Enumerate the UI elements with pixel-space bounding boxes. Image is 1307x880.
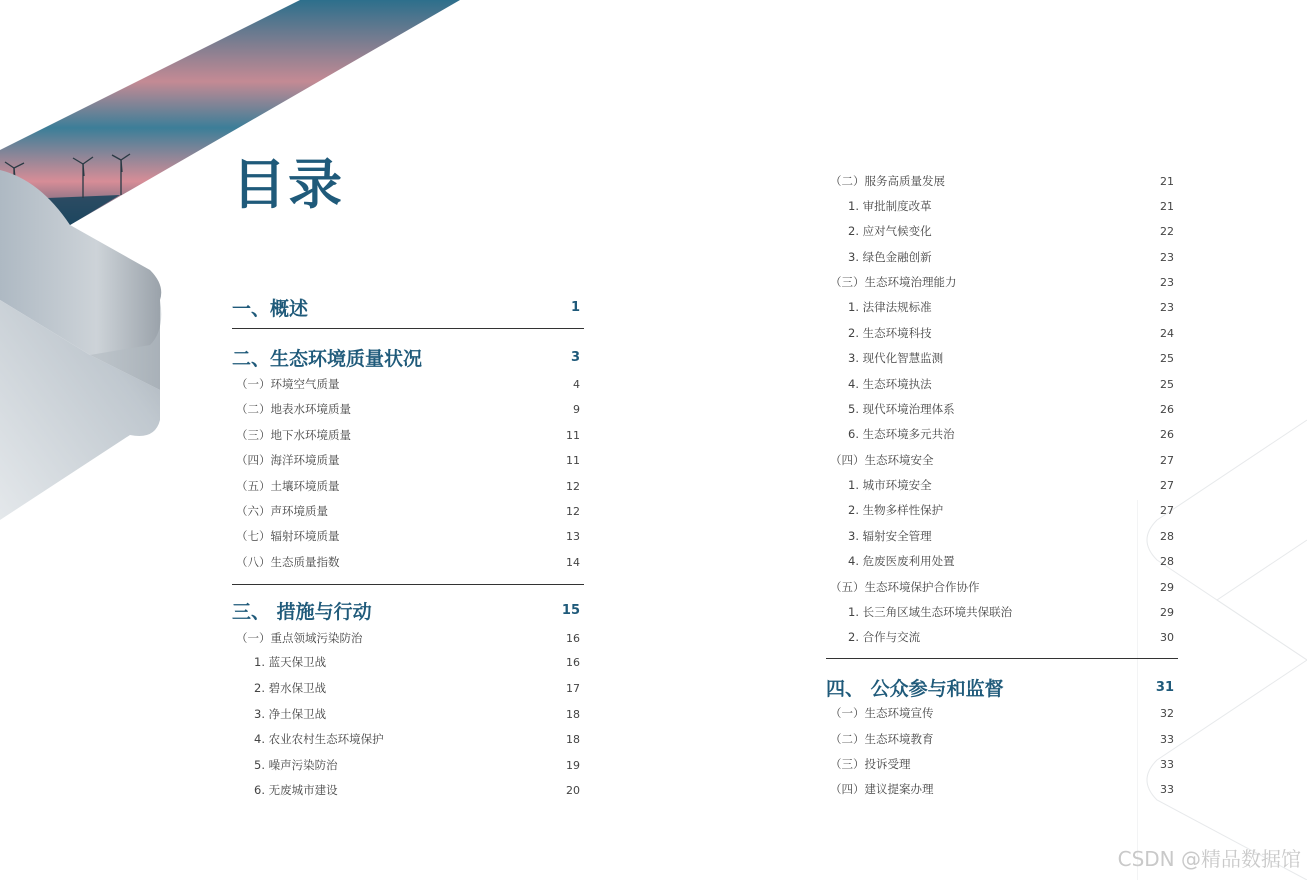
toc-entry-page-number: 25 [1160,351,1174,365]
toc-entry[interactable] [232,652,584,672]
toc-entry-title: 1. 长三角区域生态环境共保联治 [848,605,1013,619]
toc-entry-title: （四）海洋环境质量 [236,453,340,467]
toc-entry-title: 3. 绿色金融创新 [848,250,932,264]
toc-entry-title: （六）声环境质量 [236,504,328,518]
toc-entry-title: （三）地下水环境质量 [236,428,351,442]
toc-entry-title: 2. 合作与交流 [848,630,921,644]
toc-entry-page-number: 9 [573,402,580,416]
toc-entry-title: 4. 农业农村生态环境保护 [254,732,384,746]
toc-entry-title: 4. 生态环境执法 [848,377,932,391]
toc-entry-page-number: 15 [561,602,580,618]
toc-entry[interactable] [826,627,1178,647]
toc-entry-page-number: 20 [566,783,580,797]
toc-entry-title: 二、生态环境质量状况 [232,347,423,370]
toc-entry[interactable] [826,348,1178,368]
toc-entry-page-number: 21 [1160,199,1174,213]
toc-entry[interactable] [826,779,1178,799]
toc-entry[interactable] [232,399,584,419]
toc-entry-page-number: 14 [566,555,580,569]
toc-entry-page-number: 26 [1160,427,1174,441]
toc-entry[interactable] [826,703,1178,723]
toc-entry[interactable] [232,678,584,698]
toc-entry-title: 3. 辐射安全管理 [848,529,932,543]
toc-entry-title: 5. 现代环境治理体系 [848,402,955,416]
toc-entry-page-number: 21 [1160,174,1174,188]
toc-entry-page-number: 22 [1160,224,1174,238]
toc-entry[interactable] [826,551,1178,571]
page-title: 目录 [232,152,344,216]
toc-entry-page-number: 29 [1160,605,1174,619]
toc-entry-title: 2. 应对气候变化 [848,224,932,238]
toc-entry[interactable] [826,247,1178,267]
toc-entry-page-number: 28 [1160,529,1174,543]
toc-entry-title: （八）生态质量指数 [236,555,340,569]
toc-entry[interactable] [826,171,1178,191]
toc-entry-title: 1. 审批制度改革 [848,199,932,213]
toc-entry-title: 3. 净土保卫战 [254,707,327,721]
toc-entry-title: 三、 措施与行动 [232,600,372,623]
toc-entry-title: 一、概述 [232,297,309,320]
toc-entry-page-number: 11 [566,453,580,467]
toc-entry[interactable] [232,450,584,470]
toc-entry[interactable] [826,602,1178,622]
toc-entry[interactable] [826,450,1178,470]
toc-entry-page-number: 12 [566,504,580,518]
toc-entry-title: 6. 无废城市建设 [254,783,338,797]
toc-entry-title: （四）生态环境安全 [830,453,934,467]
toc-entry-page-number: 11 [566,428,580,442]
toc-entry-title: 3. 现代化智慧监测 [848,351,944,365]
toc-entry[interactable] [232,596,584,624]
toc-entry[interactable] [826,500,1178,520]
section-divider [232,328,584,329]
toc-entry-page-number: 27 [1160,478,1174,492]
toc-entry-title: （五）生态环境保护合作协作 [830,580,980,594]
toc-entry[interactable] [232,526,584,546]
toc-entry[interactable] [232,628,584,648]
toc-entry-page-number: 13 [566,529,580,543]
toc-entry[interactable] [232,374,584,394]
toc-entry-title: （二）地表水环境质量 [236,402,351,416]
toc-entry-title: （一）重点领域污染防治 [236,631,363,645]
toc-entry-page-number: 29 [1160,580,1174,594]
toc-entry-page-number: 23 [1160,300,1174,314]
toc-entry[interactable] [826,374,1178,394]
toc-entry[interactable] [826,577,1178,597]
toc-entry[interactable] [826,221,1178,241]
toc-entry-page-number: 18 [566,732,580,746]
toc-entry[interactable] [826,399,1178,419]
toc-entry[interactable] [232,343,584,371]
toc-entry-title: （七）辐射环境质量 [236,529,340,543]
toc-entry-page-number: 24 [1160,326,1174,340]
toc-entry-page-number: 4 [573,377,580,391]
toc-entry[interactable] [232,501,584,521]
toc-entry-page-number: 28 [1160,554,1174,568]
toc-entry-page-number: 33 [1160,757,1174,771]
toc-entry-title: 1. 城市环境安全 [848,478,932,492]
toc-entry[interactable] [232,293,584,321]
toc-entry-page-number: 30 [1160,630,1174,644]
toc-entry-title: 1. 法律法规标准 [848,300,932,314]
toc-entry[interactable] [232,425,584,445]
toc-entry[interactable] [232,729,584,749]
toc-entry-title: 1. 蓝天保卫战 [254,655,327,669]
toc-entry[interactable] [232,552,584,572]
toc-entry-page-number: 16 [566,631,580,645]
toc-entry-page-number: 17 [566,681,580,695]
toc-entry[interactable] [826,673,1178,701]
toc-entry-page-number: 23 [1160,275,1174,289]
toc-entry[interactable] [826,196,1178,216]
toc-entry[interactable] [232,704,584,724]
section-divider [232,584,584,585]
toc-entry-page-number: 31 [1155,679,1174,695]
toc-entry-title: （三）投诉受理 [830,757,911,771]
toc-entry-page-number: 23 [1160,250,1174,264]
toc-entry-title: （五）土壤环境质量 [236,479,340,493]
toc-entry-title: 2. 生态环境科技 [848,326,932,340]
toc-entry[interactable] [826,526,1178,546]
toc-entry-page-number: 25 [1160,377,1174,391]
toc-entry-page-number: 27 [1160,503,1174,517]
toc-entry-page-number: 3 [570,349,580,365]
toc-entry-page-number: 1 [570,299,580,315]
toc-entry[interactable] [232,755,584,775]
toc-entry-title: 5. 噪声污染防治 [254,758,338,772]
section-divider [826,658,1178,659]
toc-entry-title: （二）生态环境教育 [830,732,934,746]
toc-entry-page-number: 12 [566,479,580,493]
toc-entry-page-number: 19 [566,758,580,772]
toc-entry-title: 2. 生物多样性保护 [848,503,944,517]
watermark: CSDN @精品数据馆 [1117,847,1301,871]
toc-entry-page-number: 33 [1160,732,1174,746]
toc-entry-title: 4. 危废医废利用处置 [848,554,955,568]
toc-entry-title: （一）环境空气质量 [236,377,340,391]
toc-entry-title: （一）生态环境宣传 [830,706,934,720]
toc-entry[interactable] [826,297,1178,317]
toc-entry[interactable] [232,476,584,496]
toc-entry[interactable] [826,272,1178,292]
toc-entry-page-number: 33 [1160,782,1174,796]
toc-entry-page-number: 18 [566,707,580,721]
toc-entry[interactable] [826,323,1178,343]
toc-entry-title: 四、 公众参与和监督 [826,677,1004,700]
toc-entry-title: 6. 生态环境多元共治 [848,427,955,441]
toc-entry[interactable] [826,424,1178,444]
toc-entry-page-number: 16 [566,655,580,669]
toc-entry[interactable] [232,780,584,800]
toc-entry-title: （三）生态环境治理能力 [830,275,957,289]
toc-entry[interactable] [826,729,1178,749]
toc-entry-page-number: 27 [1160,453,1174,467]
toc-entry-title: （四）建议提案办理 [830,782,934,796]
toc-entry-title: 2. 碧水保卫战 [254,681,327,695]
toc-entry-title: （二）服务高质量发展 [830,174,945,188]
toc-entry-page-number: 32 [1160,706,1174,720]
toc-entry[interactable] [826,754,1178,774]
toc-entry-page-number: 26 [1160,402,1174,416]
toc-entry[interactable] [826,475,1178,495]
